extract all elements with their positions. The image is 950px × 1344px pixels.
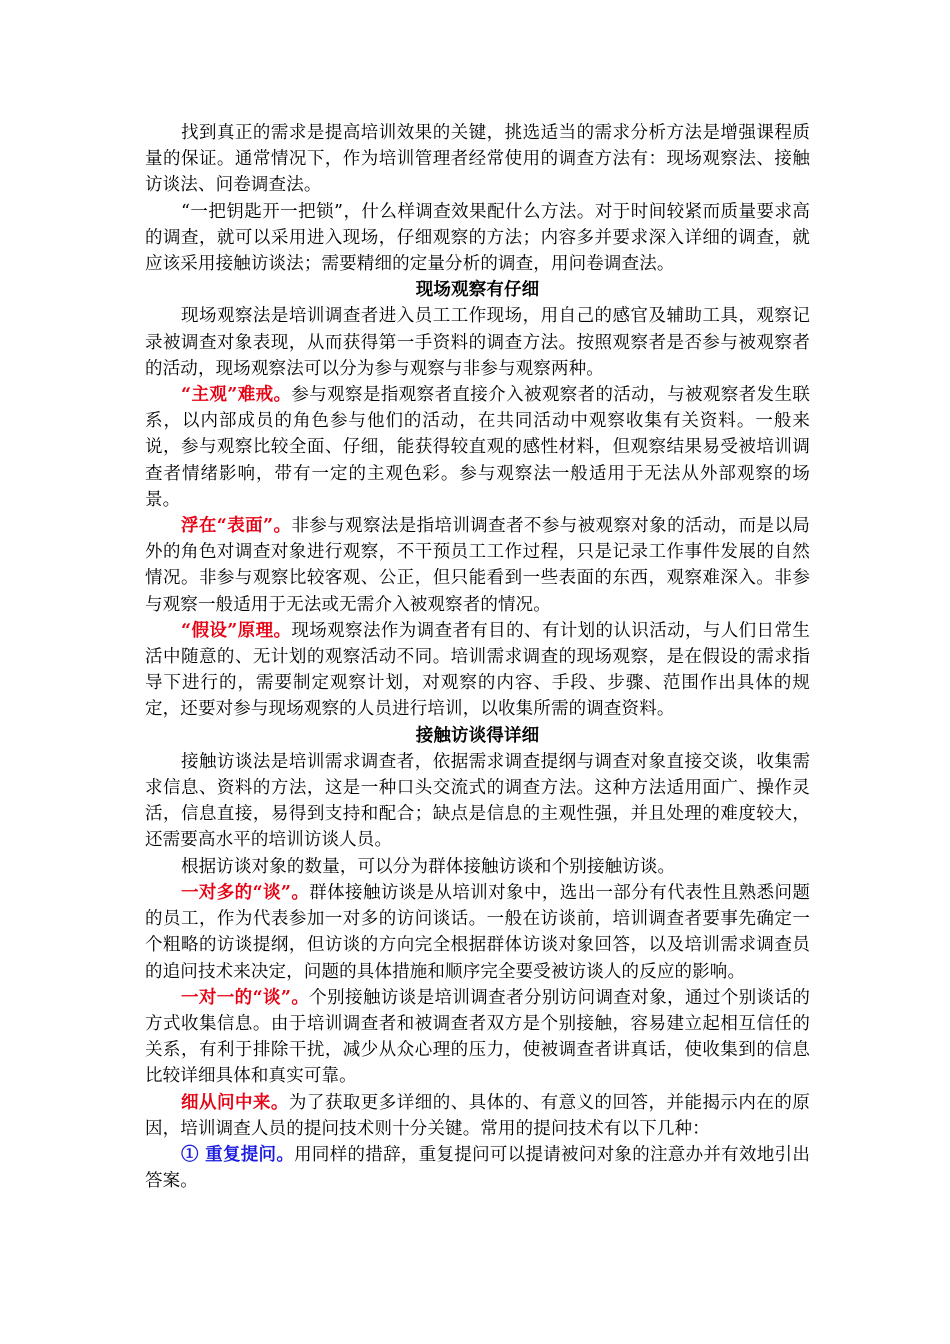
item-body-text: 参与观察是指观察者直接介入被观察者的活动，与被观察者发生联系，以内部成员的角色参与他们的活动，在共同活动中观察收集有关资料。一般来说，参与观察比较全面、仔细，能获得较直观的感性材料，但观察结果易受被培训调查者情绪影响，带有一定的主观色彩。参与观察法一般适用于无法从外部观察的场景。 xyxy=(145,385,810,510)
intro-paragraph-2: “一把钥匙开一把锁”，什么样调查效果配什么方法。对于时间较紧而质量要求高的调查，就可以采用进入现场，仔细观察的方法；内容多并要求深入详细的调查，就应该采用接触访谈法；需要精细的定量分析的调查，用问卷调查法。 xyxy=(145,201,810,275)
item-body-text: 现场观察法作为调查者有目的、有计划的认识活动，与人们日常生活中随意的、无计划的观察活动不同。培训需求调查的现场观察，是在假设的需求指导下进行的，需要制定观察计划，对观察的内容、手段、步骤、范围作出具体的规定，还要对参与现场观察的人员进行培训，以收集所需的调查资料。 xyxy=(145,620,810,720)
interview-item-individual xyxy=(145,985,810,1090)
item-lead-label: 一对一的“谈”。 xyxy=(181,987,310,1008)
item-lead-label: “假设”原理。 xyxy=(181,620,292,641)
interview-intro-paragraph-2: 根据访谈对象的数量，可以分为群体接触访谈和个别接触访谈。 xyxy=(181,856,676,877)
observation-intro-paragraph: 现场观察法是培训调查者进入员工工作现场，用自己的感官及辅助工具，观察记录被调查对象表现，从而获得第一手资料的调查方法。按照观察者是否参与被观察者的活动，现场观察法可以分为参与观察与非参与观察两种。 xyxy=(145,306,810,379)
section-heading-interview: 接触访谈得详细 xyxy=(415,725,540,746)
item-lead-label: 细从问中来。 xyxy=(181,1092,289,1113)
interview-item-questioning xyxy=(145,1090,810,1142)
intro-paragraph-1: 找到真正的需求是提高培训效果的关键，挑选适当的需求分析方法是增强课程质量的保证。通常情况下，作为培训管理者经常使用的调查方法有：现场观察法、接触访谈法、问卷调查法。 xyxy=(145,123,810,196)
observation-item-nonparticipant xyxy=(145,513,810,618)
item-lead-label: 一对多的“谈”。 xyxy=(181,882,310,903)
section-heading-observation: 现场观察有仔细 xyxy=(415,280,540,301)
subitem-lead-label: ① 重复提问。 xyxy=(181,1144,295,1165)
item-body-text: 个别接触访谈是培训调查者分别访问调查对象，通过个别谈话的方式收集信息。由于培训调查者和被调查者双方是个别接触，容易建立起相互信任的关系，有利于排除干扰，减少从众心理的压力，使被调查者讲真话，使收集到的信息比较详细具体和真实可靠。 xyxy=(145,987,810,1087)
interview-subitem-repeat-question xyxy=(145,1142,810,1194)
document-page xyxy=(145,120,810,1194)
item-body-text: 非参与观察法是指培训调查者不参与被观察对象的活动，而是以局外的角色对调查对象进行观察，不干预员工工作过程，只是记录工作事件发展的自然情况。非参与观察比较客观、公正，但只能看到一些表面的东西，观察难深入。非参与观察一般适用于无法或无需介入被观察者的情况。 xyxy=(145,516,810,615)
observation-item-hypothesis xyxy=(145,618,810,723)
subitem-body-text: 用同样的措辞，重复提问可以提请被问对象的注意办并有效地引出答案。 xyxy=(145,1144,810,1192)
observation-item-participant xyxy=(145,382,810,513)
interview-intro-paragraph-1: 接触访谈法是培训需求调查者，依据需求调查提纲与调查对象直接交谈，收集需求信息、资料的方法，这是一种口头交流式的调查方法。这种方法适用面广、操作灵活，信息直接，易得到支持和配合；缺点是信息的主观性强，并且处理的难度较大，还需要高水平的培训访谈人员。 xyxy=(145,751,810,851)
item-lead-label: 浮在“表面”。 xyxy=(181,516,292,537)
item-lead-label: “主观”难戒。 xyxy=(181,385,292,406)
interview-item-group xyxy=(145,880,810,985)
item-body-text: 为了获取更多详细的、具体的、有意义的回答，并能揭示内在的原因，培训调查人员的提问技术则十分关键。常用的提问技术有以下几种： xyxy=(145,1092,810,1139)
item-body-text: 群体接触访谈是从培训对象中，选出一部分有代表性且熟悉问题的员工，作为代表参加一对多的访问谈话。一般在访谈前，培训调查者要事先确定一个粗略的访谈提纲，但访谈的方向完全根据群体访谈对象回答，以及培训需求调查员的追问技术来决定，问题的具体措施和顺序完全要受被访谈人的反应的影响。 xyxy=(145,882,810,982)
